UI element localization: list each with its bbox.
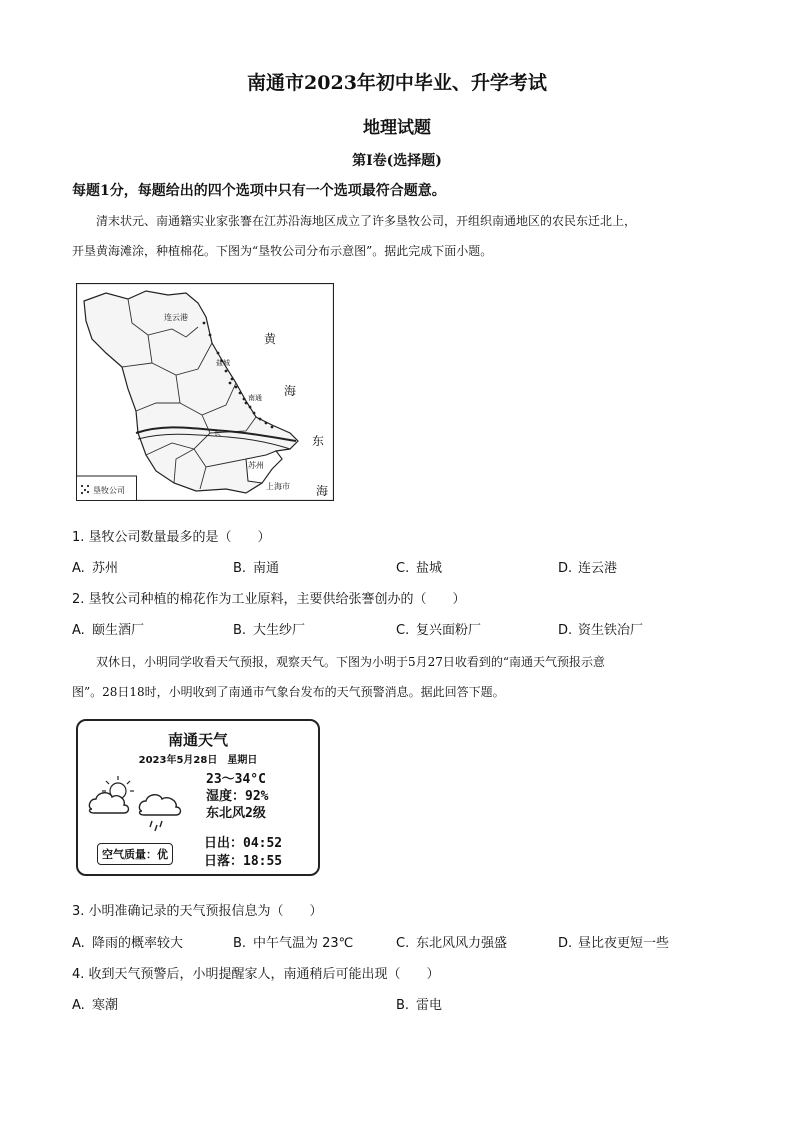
passage-1-line-1: 清末状元、南通籍实业家张謇在江苏沿海地区成立了许多垦牧公司，开组织南通地区的农民东迁北上，	[96, 214, 637, 228]
q1-option-c[interactable]: C. 盐城	[396, 561, 443, 576]
label-huang: 黄	[264, 332, 277, 346]
passage-2-line-1: 双休日，小明同学收看天气预报，观察天气。下图为小明于5月27日收看到的“南通天气预报示意	[96, 655, 606, 669]
sunset-time: 日落：18:55	[204, 854, 283, 869]
cloud-icon	[89, 793, 128, 813]
question-1-stem: 1. 垦牧公司数量最多的是（ ）	[72, 530, 271, 545]
weather-date: 2023年5月28日 星期日	[138, 755, 258, 766]
sunrise-time: 日出：04:52	[204, 836, 283, 851]
map-graphic	[76, 283, 334, 501]
passage-2-line-2: 图”。28日18时，小明收到了南通市气象台发布的天气预警消息。据此回答下题。	[72, 685, 505, 699]
instruction-text: 每题1分，每题给出的四个选项中只有一个选项最符合题意。	[72, 183, 446, 199]
raindrops-icon	[150, 821, 162, 831]
passage-1	[72, 206, 742, 266]
question-2-stem: 2. 垦牧公司种植的棉花作为工业原料，主要供给张謇创办的（ ）	[72, 592, 466, 607]
weather-city: 南通天气	[167, 731, 228, 749]
label-suzhou: 苏州	[248, 461, 264, 470]
q2-option-a[interactable]: A. 颐生酒厂	[72, 623, 145, 638]
q2-option-d[interactable]: D. 资生铁冶厂	[558, 623, 644, 638]
question-3-stem: 3. 小明准确记录的天气预报信息为（ ）	[72, 904, 323, 919]
weather-wind: 东北风2级	[206, 806, 266, 821]
label-changjiang: 长	[214, 429, 221, 437]
passage-2	[72, 647, 742, 707]
weather-humidity: 湿度：92%	[206, 789, 269, 804]
label-nantong: 南通	[248, 394, 262, 402]
q2-option-c[interactable]: C. 复兴面粉厂	[396, 623, 482, 638]
sun-times	[204, 835, 282, 871]
subject-title: 地理试题	[363, 118, 431, 138]
weather-card	[76, 719, 320, 876]
label-lianyungang: 连云港	[164, 313, 188, 322]
q1-option-b[interactable]: B. 南通	[233, 561, 280, 576]
rain-cloud-icon	[139, 795, 180, 815]
q1-option-d[interactable]: D. 连云港	[558, 561, 618, 576]
q4-option-a[interactable]: A. 寒潮	[72, 998, 119, 1013]
label-hai-2: 海	[316, 484, 329, 498]
question-4-stem: 4. 收到天气预警后，小明提醒家人，南通稍后可能出现（ ）	[72, 967, 440, 982]
exam-title: 南通市2023年初中毕业、升学考试	[247, 72, 547, 94]
weather-details	[206, 771, 268, 822]
label-shanghai: 上海市	[266, 482, 290, 491]
passage-1-line-2: 开垦黄海滩涂，种植棉花。下图为“垦牧公司分布示意图”。据此完成下面小题。	[72, 244, 493, 258]
q2-option-b[interactable]: B. 大生纱厂	[233, 623, 306, 638]
q3-option-a[interactable]: A. 降雨的概率较大	[72, 936, 184, 951]
q1-option-a[interactable]: A. 苏州	[72, 561, 119, 576]
q3-option-c[interactable]: C. 东北风风力强盛	[396, 936, 508, 951]
air-quality-badge: 空气质量：优	[97, 843, 173, 865]
label-dong: 东	[312, 434, 325, 448]
legend-label: 垦牧公司	[93, 486, 125, 495]
weather-temp: 23～34°C	[206, 772, 266, 787]
label-hai: 海	[284, 384, 297, 398]
reclamation-company-map	[76, 283, 334, 501]
q3-option-d[interactable]: D. 昼比夜更短一些	[558, 936, 670, 951]
q3-option-b[interactable]: B. 中午气温为 23℃	[233, 936, 354, 951]
label-yancheng: 盐城	[216, 359, 230, 367]
section-title: 第Ⅰ卷(选择题)	[352, 153, 442, 169]
cloudy-rain-icon	[86, 771, 190, 835]
q4-option-b[interactable]: B. 雷电	[396, 998, 443, 1013]
